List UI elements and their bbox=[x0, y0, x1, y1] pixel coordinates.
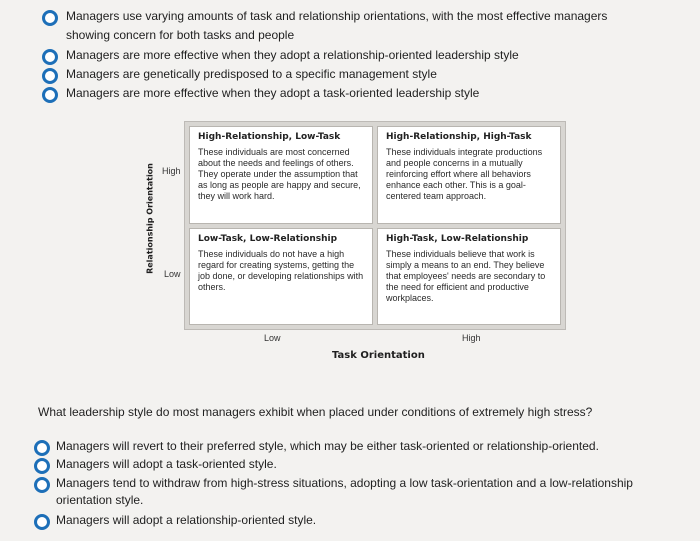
option-label-line1: Managers tend to withdraw from high-stress situations, adopting a low task-orientation and a low-relationship bbox=[56, 476, 633, 490]
cell-title: High-Relationship, Low-Task bbox=[198, 132, 341, 142]
radio-button[interactable] bbox=[42, 49, 58, 65]
grid-cell-high-relationship-high-task bbox=[377, 126, 561, 224]
radio-button[interactable] bbox=[34, 458, 50, 474]
cell-title: High-Task, Low-Relationship bbox=[386, 234, 529, 244]
option-label-line2: showing concern for both tasks and people bbox=[66, 28, 295, 42]
option-label: Managers will adopt a relationship-oriented style. bbox=[56, 513, 317, 527]
option-label-line2: orientation style. bbox=[56, 493, 144, 507]
option-label: Managers are more effective when they adopt a task-oriented leadership style bbox=[66, 86, 480, 100]
option-label: Managers will revert to their preferred style, which may be either task-oriented or relationship-oriented. bbox=[56, 439, 599, 453]
cell-body: These individuals are most concerned about the needs and feelings of others. They operate under the assumption that as long as people are happy and secure, they will work hard. bbox=[198, 147, 361, 201]
radio-button[interactable] bbox=[42, 87, 58, 103]
grid-cell-low-task-low-relationship bbox=[189, 228, 373, 325]
option-label: Managers will adopt a task-oriented style. bbox=[56, 457, 277, 471]
x-axis-label: Task Orientation bbox=[332, 350, 425, 361]
radio-button[interactable] bbox=[34, 477, 50, 493]
leadership-grid bbox=[184, 121, 566, 330]
radio-button[interactable] bbox=[42, 10, 58, 26]
radio-button[interactable] bbox=[34, 440, 50, 456]
option-label-line1: Managers use varying amounts of task and relationship orientations, with the most effective managers bbox=[66, 9, 608, 23]
cell-body: These individuals do not have a high regard for creating systems, getting the job done, or developing relationships with others. bbox=[198, 249, 364, 292]
radio-button[interactable] bbox=[42, 68, 58, 84]
x-tick-low: Low bbox=[264, 333, 281, 343]
cell-body: These individuals believe that work is simply a means to an end. They believe that employees' needs are secondary to the need for efficient and productive workplaces. bbox=[386, 249, 546, 303]
radio-button[interactable] bbox=[34, 514, 50, 530]
option-label: Managers are genetically predisposed to a specific management style bbox=[66, 67, 437, 81]
option-label: Managers are more effective when they adopt a relationship-oriented leadership style bbox=[66, 48, 519, 62]
question-text: What leadership style do most managers exhibit when placed under conditions of extremely high stress? bbox=[38, 405, 593, 419]
cell-body: These individuals integrate productions and people concerns in a mutually reinforcing effort where all behaviors enhance each other. This is a goal-centered team approach. bbox=[386, 147, 543, 201]
y-axis-label: Relationship Orientation bbox=[145, 163, 155, 274]
grid-cell-high-task-low-relationship bbox=[377, 228, 561, 325]
y-tick-high: High bbox=[162, 166, 181, 176]
x-tick-high: High bbox=[462, 333, 481, 343]
cell-title: Low-Task, Low-Relationship bbox=[198, 234, 338, 244]
y-tick-low: Low bbox=[164, 269, 181, 279]
cell-title: High-Relationship, High-Task bbox=[386, 132, 532, 142]
grid-cell-high-relationship-low-task bbox=[189, 126, 373, 224]
